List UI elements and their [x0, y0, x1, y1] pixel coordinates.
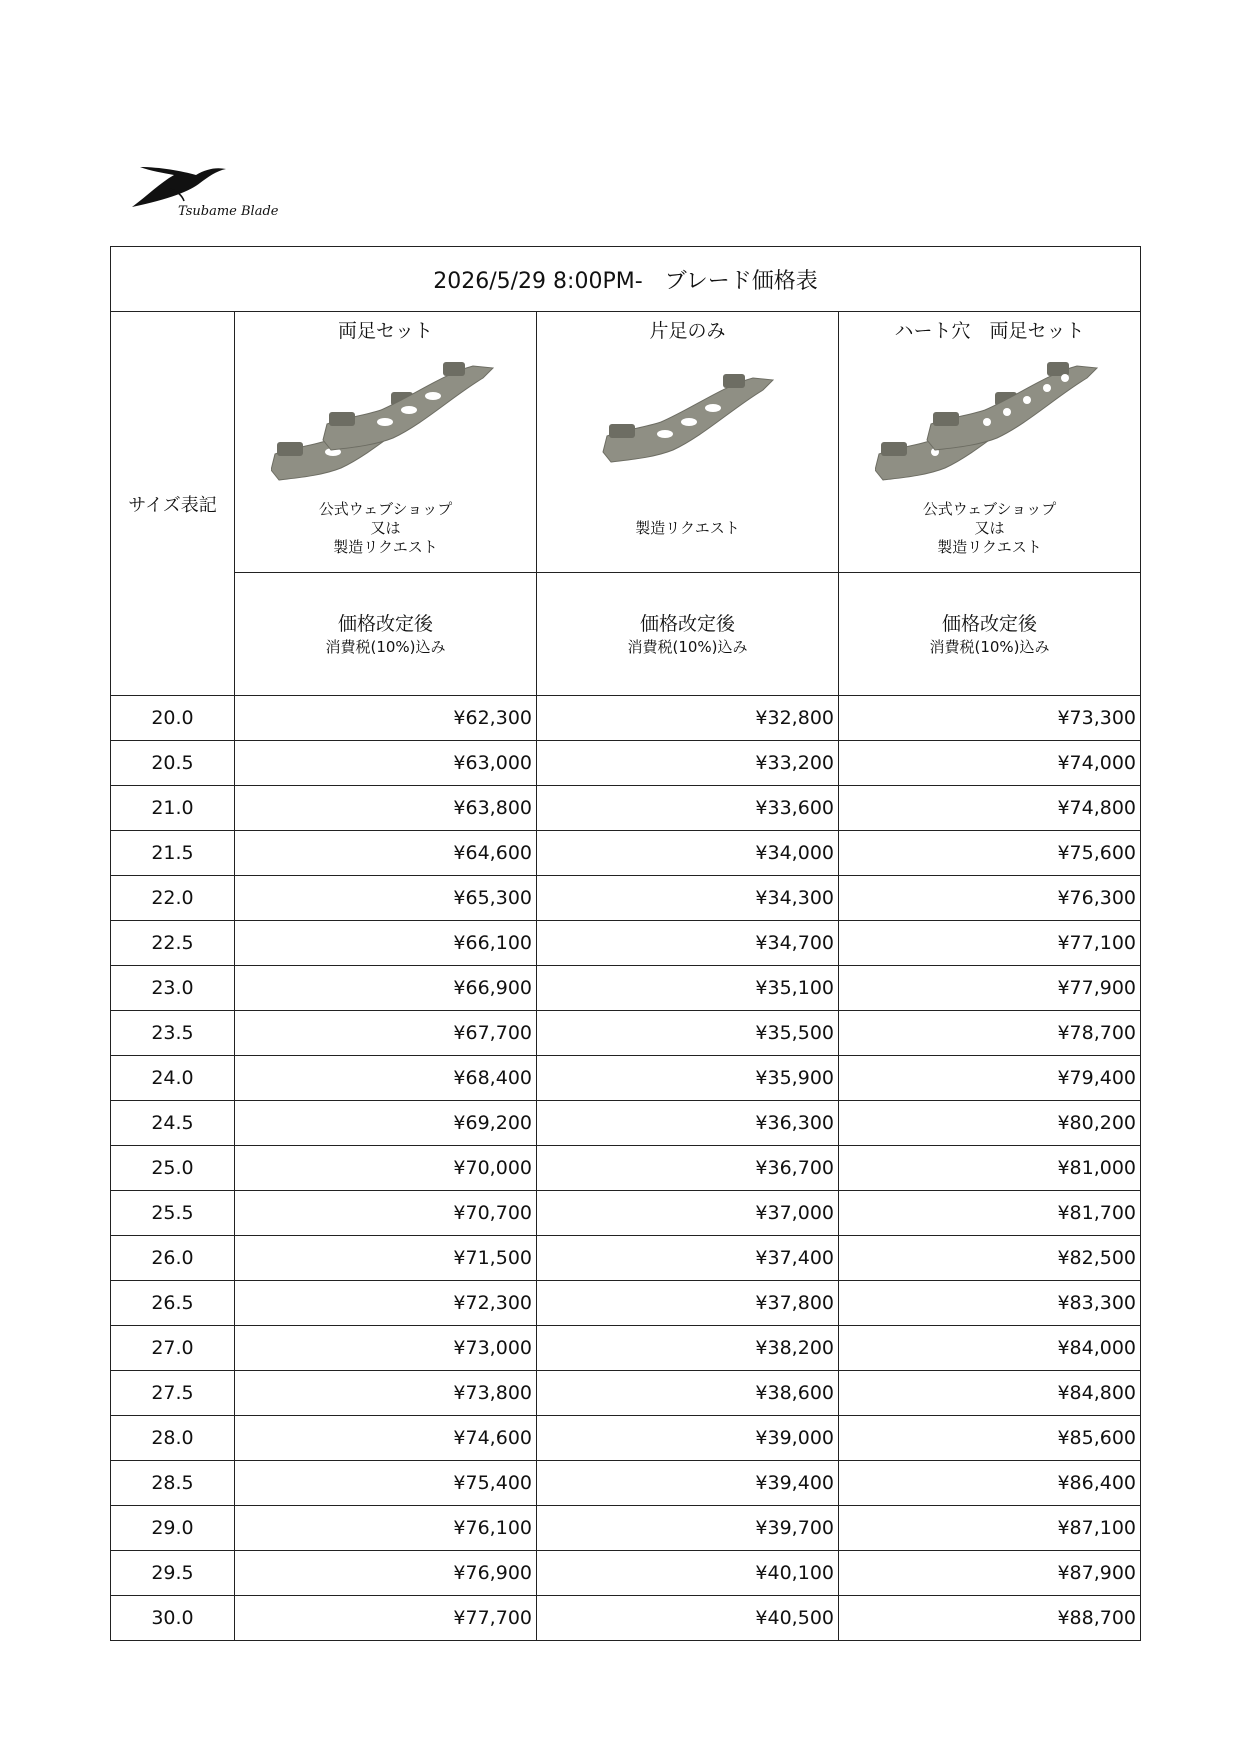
note-line: 製造リクエスト — [937, 538, 1042, 556]
table-row — [111, 876, 1141, 921]
price-cell: ¥35,500 — [537, 1011, 839, 1056]
price-cell: ¥66,100 — [235, 921, 537, 966]
price-cell: ¥34,000 — [537, 831, 839, 876]
swallow-logo-icon — [130, 155, 280, 220]
size-cell: 29.5 — [111, 1551, 235, 1596]
skate-blade-icon — [271, 354, 501, 494]
price-cell: ¥73,800 — [235, 1371, 537, 1416]
size-cell: 27.0 — [111, 1326, 235, 1371]
size-cell: 28.0 — [111, 1416, 235, 1461]
tsubame-blade-logo — [130, 155, 280, 220]
price-cell: ¥82,500 — [839, 1236, 1141, 1281]
price-cell: ¥36,700 — [537, 1146, 839, 1191]
product-name: ハート穴 両足セット — [894, 320, 1085, 342]
price-cell: ¥71,500 — [235, 1236, 537, 1281]
table-row — [111, 921, 1141, 966]
price-cell: ¥67,700 — [235, 1011, 537, 1056]
note-line: 公式ウェブショップ — [318, 500, 453, 518]
price-cell: ¥87,100 — [839, 1506, 1141, 1551]
price-cell: ¥76,100 — [235, 1506, 537, 1551]
price-cell: ¥38,200 — [537, 1326, 839, 1371]
heart-hole-double-blade-set-image — [839, 354, 1140, 494]
price-cell: ¥77,900 — [839, 966, 1141, 1011]
price-cell: ¥64,600 — [235, 831, 537, 876]
price-cell: ¥85,600 — [839, 1416, 1141, 1461]
size-cell: 22.0 — [111, 876, 235, 921]
price-cell: ¥34,300 — [537, 876, 839, 921]
tax-included-label: 消費税(10%)込み — [929, 638, 1050, 656]
note-line: 公式ウェブショップ — [922, 500, 1057, 518]
price-cell: ¥39,700 — [537, 1506, 839, 1551]
double-blade-set-image — [235, 354, 536, 494]
price-cell: ¥70,000 — [235, 1146, 537, 1191]
table-row — [111, 1371, 1141, 1416]
tax-header — [839, 573, 1141, 696]
size-header: サイズ表記 — [111, 312, 235, 696]
price-cell: ¥40,500 — [537, 1596, 839, 1641]
price-cell: ¥62,300 — [235, 696, 537, 741]
table-row — [111, 1461, 1141, 1506]
size-cell: 28.5 — [111, 1461, 235, 1506]
price-cell: ¥79,400 — [839, 1056, 1141, 1101]
note-line: 製造リクエスト — [635, 519, 740, 537]
note-line: 又は — [370, 519, 401, 537]
table-row — [111, 1011, 1141, 1056]
price-cell: ¥83,300 — [839, 1281, 1141, 1326]
table-row — [111, 1236, 1141, 1281]
size-cell: 21.0 — [111, 786, 235, 831]
price-cell: ¥81,000 — [839, 1146, 1141, 1191]
size-cell: 29.0 — [111, 1506, 235, 1551]
price-cell: ¥70,700 — [235, 1191, 537, 1236]
product-name: 片足のみ — [649, 320, 726, 342]
tax-included-label: 消費税(10%)込み — [627, 638, 748, 656]
price-cell: ¥76,900 — [235, 1551, 537, 1596]
product-note — [537, 519, 838, 538]
skate-blade-icon — [875, 354, 1105, 494]
price-cell: ¥75,400 — [235, 1461, 537, 1506]
size-cell: 23.5 — [111, 1011, 235, 1056]
price-cell: ¥63,000 — [235, 741, 537, 786]
table-row — [111, 1506, 1141, 1551]
price-cell: ¥34,700 — [537, 921, 839, 966]
size-cell: 26.5 — [111, 1281, 235, 1326]
single-blade-image — [537, 354, 838, 494]
price-cell: ¥35,100 — [537, 966, 839, 1011]
table-row — [111, 786, 1141, 831]
price-cell: ¥77,700 — [235, 1596, 537, 1641]
price-cell: ¥37,000 — [537, 1191, 839, 1236]
table-row — [111, 1146, 1141, 1191]
price-cell: ¥68,400 — [235, 1056, 537, 1101]
price-table — [110, 246, 1141, 1641]
size-cell: 22.5 — [111, 921, 235, 966]
price-cell: ¥36,300 — [537, 1101, 839, 1146]
size-cell: 27.5 — [111, 1371, 235, 1416]
price-cell: ¥65,300 — [235, 876, 537, 921]
table-row — [111, 1326, 1141, 1371]
table-title: 2026/5/29 8:00PM- ブレード価格表 — [111, 247, 1141, 312]
price-cell: ¥74,000 — [839, 741, 1141, 786]
note-line: 又は — [974, 519, 1005, 537]
product-note — [839, 500, 1140, 557]
price-cell: ¥39,000 — [537, 1416, 839, 1461]
price-cell: ¥76,300 — [839, 876, 1141, 921]
tax-header — [235, 573, 537, 696]
size-cell: 30.0 — [111, 1596, 235, 1641]
size-cell: 20.0 — [111, 696, 235, 741]
skate-blade-icon — [573, 354, 803, 494]
price-revised-label: 価格改定後 — [639, 613, 735, 635]
price-cell: ¥75,600 — [839, 831, 1141, 876]
product-note — [235, 500, 536, 557]
price-cell: ¥69,200 — [235, 1101, 537, 1146]
price-revised-label: 価格改定後 — [337, 613, 433, 635]
price-cell: ¥84,000 — [839, 1326, 1141, 1371]
price-cell: ¥84,800 — [839, 1371, 1141, 1416]
price-cell: ¥73,300 — [839, 696, 1141, 741]
size-cell: 25.0 — [111, 1146, 235, 1191]
size-cell: 24.0 — [111, 1056, 235, 1101]
size-cell: 24.5 — [111, 1101, 235, 1146]
price-cell: ¥86,400 — [839, 1461, 1141, 1506]
table-row — [111, 1416, 1141, 1461]
price-cell: ¥87,900 — [839, 1551, 1141, 1596]
price-cell: ¥38,600 — [537, 1371, 839, 1416]
product-header-heart-double-set — [839, 312, 1141, 573]
size-cell: 21.5 — [111, 831, 235, 876]
size-cell: 20.5 — [111, 741, 235, 786]
price-cell: ¥73,000 — [235, 1326, 537, 1371]
table-row — [111, 1101, 1141, 1146]
note-line: 製造リクエスト — [333, 538, 438, 556]
price-cell: ¥74,800 — [839, 786, 1141, 831]
price-cell: ¥78,700 — [839, 1011, 1141, 1056]
tax-included-label: 消費税(10%)込み — [325, 638, 446, 656]
price-cell: ¥35,900 — [537, 1056, 839, 1101]
table-row — [111, 831, 1141, 876]
size-cell: 23.0 — [111, 966, 235, 1011]
price-cell: ¥40,100 — [537, 1551, 839, 1596]
price-cell: ¥39,400 — [537, 1461, 839, 1506]
price-cell: ¥81,700 — [839, 1191, 1141, 1236]
table-row — [111, 696, 1141, 741]
table-row — [111, 1551, 1141, 1596]
size-cell: 25.5 — [111, 1191, 235, 1236]
price-cell: ¥80,200 — [839, 1101, 1141, 1146]
price-cell: ¥66,900 — [235, 966, 537, 1011]
price-revised-label: 価格改定後 — [942, 613, 1038, 635]
size-cell: 26.0 — [111, 1236, 235, 1281]
price-cell: ¥74,600 — [235, 1416, 537, 1461]
table-row — [111, 1191, 1141, 1236]
price-cell: ¥88,700 — [839, 1596, 1141, 1641]
price-cell: ¥33,200 — [537, 741, 839, 786]
table-row — [111, 1596, 1141, 1641]
product-header-double-set — [235, 312, 537, 573]
table-row — [111, 966, 1141, 1011]
price-cell: ¥63,800 — [235, 786, 537, 831]
product-name: 両足セット — [337, 320, 433, 342]
svg-text:Tsubame Blade: Tsubame Blade — [178, 204, 279, 219]
tax-header — [537, 573, 839, 696]
price-cell: ¥32,800 — [537, 696, 839, 741]
price-cell: ¥72,300 — [235, 1281, 537, 1326]
table-row — [111, 1056, 1141, 1101]
price-cell: ¥77,100 — [839, 921, 1141, 966]
table-row — [111, 1281, 1141, 1326]
product-header-single — [537, 312, 839, 573]
price-cell: ¥37,400 — [537, 1236, 839, 1281]
table-row — [111, 741, 1141, 786]
price-cell: ¥37,800 — [537, 1281, 839, 1326]
price-cell: ¥33,600 — [537, 786, 839, 831]
